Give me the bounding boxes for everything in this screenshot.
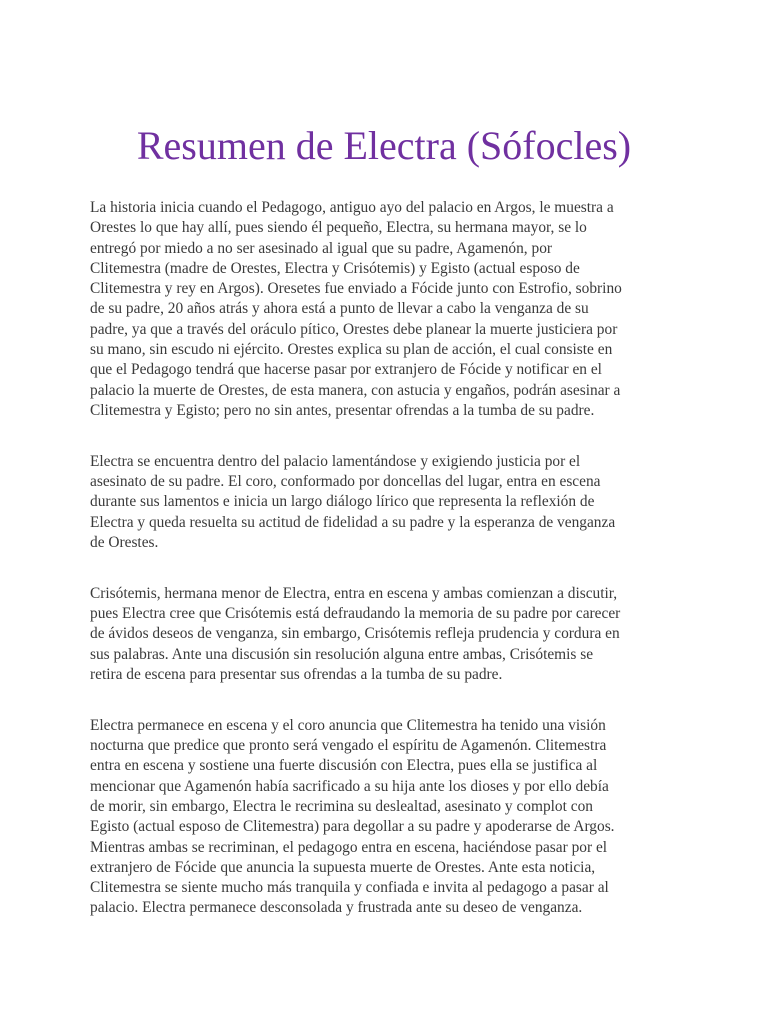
document-body <box>90 198 690 919</box>
page-title: Resumen de Electra (Sófocles) <box>136 123 632 168</box>
paragraph-electra-lament: Electra se encuentra dentro del palacio lamentándose y exigiendo justicia por el asesinato de su padre. El coro, conformado por doncellas del lugar, entra en escena durante sus lamentos e inicia un largo diálogo lírico que representa la reflexión de Electra y queda resuelta su actitud de fidelidad a su padre y la esperanza de venganza de Orestes. <box>90 452 616 551</box>
paragraph-intro: La historia inicia cuando el Pedagogo, antiguo ayo del palacio en Argos, le muestra a Orestes lo que hay allí, pues siendo él pequeño, Electra, su hermana mayor, se lo entregó por miedo a no ser asesinado al igual que su padre, Agamenón, por Clitemestra (madre de Orestes, Electra y Crisótemis) y Egisto (actual esposo de Clitemestra y rey en Argos). Oresetes fue enviado a Fócide junto con Estrofio, sobrino de su padre, 20 años atrás y ahora está a punto de llevar a cabo la venganza de su padre, ya que a través del oráculo pítico, Orestes debe planear la muerte justiciera por su mano, sin escudo ni ejército. Orestes explica su plan de acción, el cual consiste en que el Pedagogo tendrá que hacerse pasar por extranjero de Fócide y notificar en el palacio la muerte de Orestes, de esta manera, con astucia y engaños, podrán asesinar a Clitemestra y Egisto; pero no sin antes, presentar ofrendas a la tumba de su padre. <box>90 199 622 419</box>
paragraph-crisotemis: Crisótemis, hermana menor de Electra, entra en escena y ambas comienzan a discutir, pues Electra cree que Crisótemis está defraudando la memoria de su padre por carecer de ávidos deseos de venganza, sin embargo, Crisótemis refleja prudencia y cordura en sus palabras. Ante una discusión sin resolución alguna entre ambas, Crisótemis se retira de escena para presentar sus ofrendas a la tumba de su padre. <box>90 584 621 683</box>
paragraph-clitemestra: Electra permanece en escena y el coro anuncia que Clitemestra ha tenido una visión nocturna que predice que pronto será vengado el espíritu de Agamenón. Clitemestra entra en escena y sostiene una fuerte discusión con Electra, pues ella se justifica al mencionar que Agamenón había sacrificado a su hija ante los dioses y por ello debía de morir, sin embargo, Electra le recrimina su deslealtad, asesinato y complot con Egisto (actual esposo de Clitemestra) para degollar a su padre y apoderarse de Argos. Mientras ambas se recriminan, el pedagogo entra en escena, haciéndose pasar por el extranjero de Fócide que anuncia la supuesta muerte de Orestes. Ante esta noticia, Clitemestra se siente mucho más tranquila y confiada e invita al pedagogo a pasar al palacio. Electra permanece desconsolada y frustrada ante su deseo de venganza. <box>90 716 615 917</box>
